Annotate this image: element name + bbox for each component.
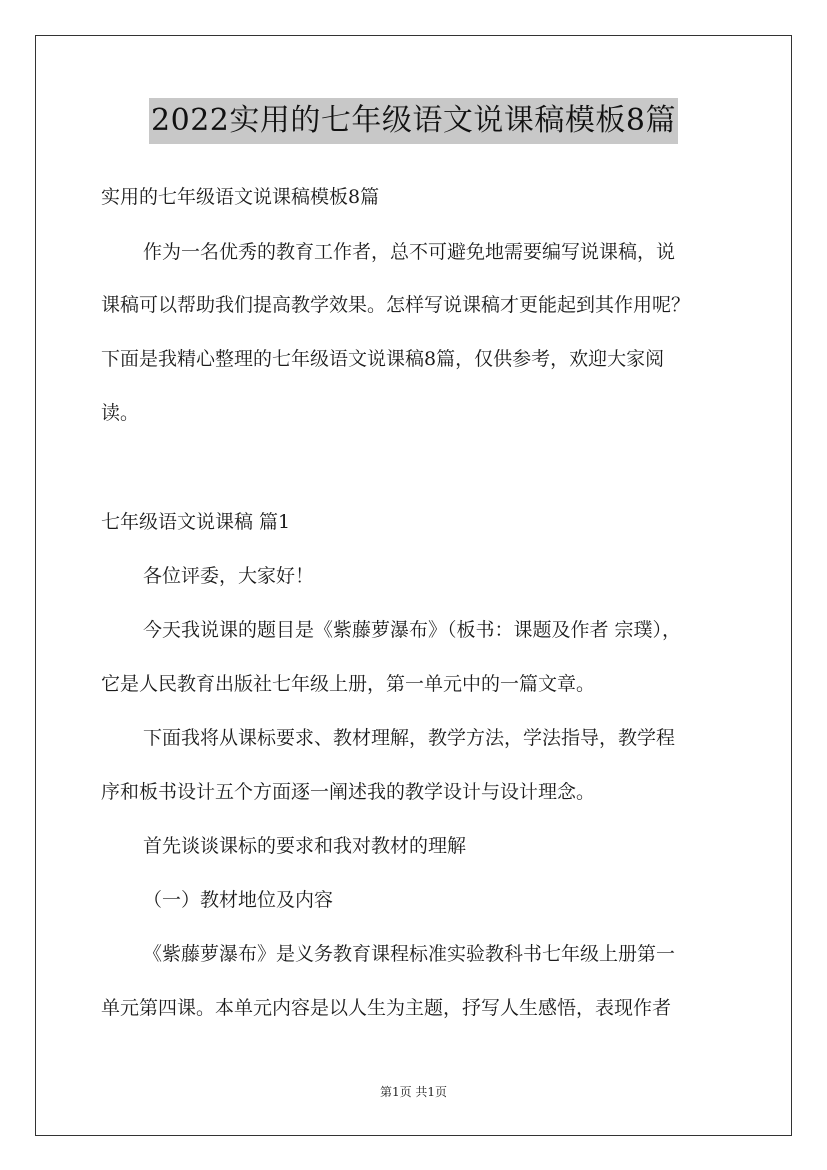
body-line-7: （一）教材地位及内容: [143, 889, 334, 911]
section-heading: 七年级语文说课稿 篇1: [101, 511, 291, 533]
body-line-4: 下面我将从课标要求、教材理解，教学方法，学法指导，教学程: [143, 727, 676, 749]
document-title: 2022实用的七年级语文说课稿模板8篇: [149, 98, 678, 144]
page-footer: 第1页 共1页: [379, 1085, 448, 1099]
title-wrap: [0, 98, 827, 144]
body-line-3: 它是人民教育出版社七年级上册，第一单元中的一篇文章。: [101, 673, 596, 695]
intro-line-1: 作为一名优秀的教育工作者，总不可避免地需要编写说课稿，说: [143, 241, 676, 263]
body-line-6: 首先谈谈课标的要求和我对教材的理解: [143, 835, 467, 857]
body-line-9: 单元第四课。本单元内容是以人生为主题，抒写人生感悟，表现作者: [101, 997, 672, 1019]
body-line-8: 《紫藤萝瀑布》是义务教育课程标准实验教科书七年级上册第一: [143, 943, 676, 965]
body-line-5: 序和板书设计五个方面逐一阐述我的教学设计与设计理念。: [101, 781, 596, 803]
intro-line-4: 读。: [101, 402, 140, 424]
intro-line-2: 课稿可以帮助我们提高教学效果。怎样写说课稿才更能起到其作用呢？: [101, 294, 691, 316]
document-subtitle: 实用的七年级语文说课稿模板8篇: [101, 186, 380, 208]
body-line-2: 今天我说课的题目是《紫藤萝瀑布》（板书：课题及作者 宗璞），: [143, 619, 682, 641]
body-line-1: 各位评委，大家好！: [143, 565, 315, 587]
intro-line-3: 下面是我精心整理的七年级语文说课稿8篇，仅供参考，欢迎大家阅: [101, 348, 665, 370]
